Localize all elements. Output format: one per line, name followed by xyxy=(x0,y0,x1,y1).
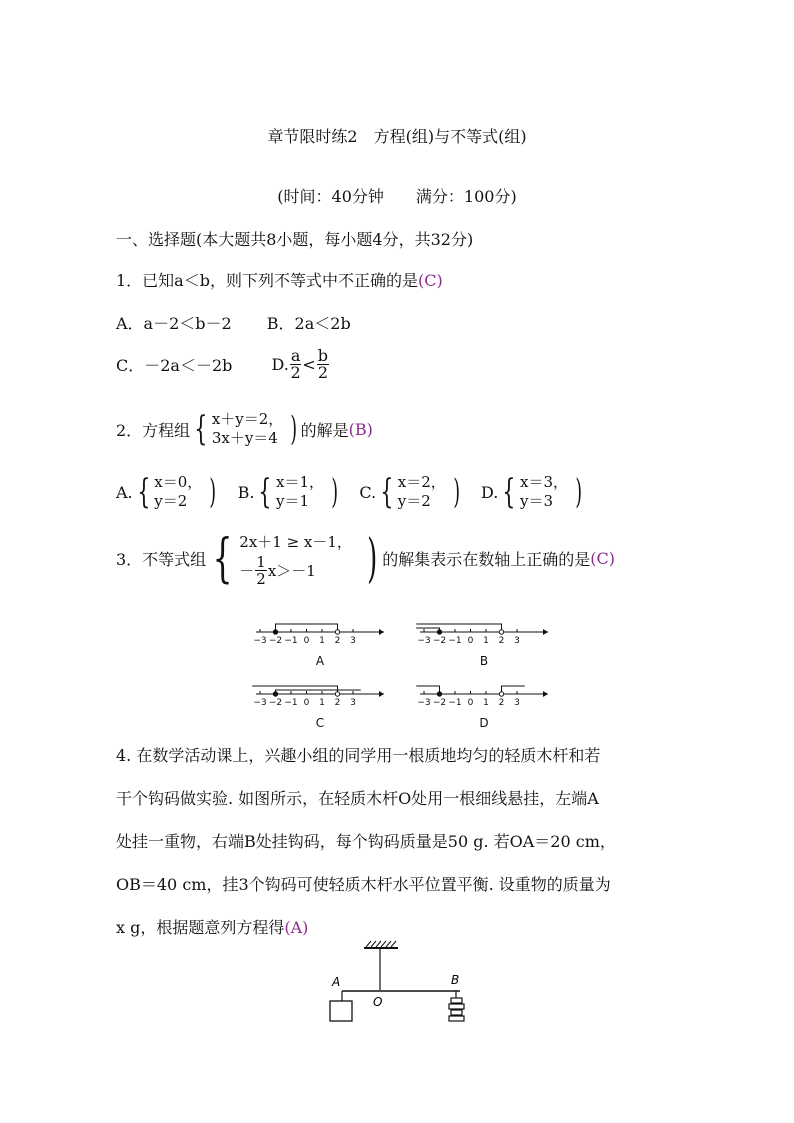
tick-label: −3 xyxy=(253,636,267,646)
tick-label: 3 xyxy=(350,698,356,708)
tick-label: 2 xyxy=(334,698,341,708)
question-2-answer: (B) xyxy=(348,419,373,439)
axis-arrow xyxy=(379,691,384,697)
question-4-line-5: x g，根据题意列方程得 xyxy=(116,918,285,937)
question-3-suffix: 的解集表示在数轴上正确的是 xyxy=(382,550,591,569)
solution-bracket xyxy=(416,628,439,632)
tick-label: 2 xyxy=(498,698,505,708)
tick-label: 0 xyxy=(303,698,310,708)
right-paren: ) xyxy=(367,528,378,589)
axis-arrow xyxy=(379,629,384,635)
axis-arrow xyxy=(543,691,548,697)
option-label: A xyxy=(315,654,325,668)
label-b: B xyxy=(451,973,460,987)
question-4-line-3: 处挂一重物，右端B处挂钩码，每个钩码质量是50 g. 若OA＝20 cm， xyxy=(116,832,616,851)
closed-dot xyxy=(273,692,277,696)
q1-option-c: C．－2a＜－2b xyxy=(116,356,233,375)
q2-option-d: D. { x＝3， y＝3 ) xyxy=(481,472,582,512)
heavy-object xyxy=(330,1001,352,1021)
question-2-options xyxy=(116,473,603,511)
tick-label: 0 xyxy=(467,698,474,708)
question-1-answer: (C) xyxy=(417,271,443,290)
section-heading: 一、选择题(本大题共8小题，每小题4分，共32分) xyxy=(116,230,474,249)
question-4-line-4: OB＝40 cm，挂3个钩码可使轻质木杆水平位置平衡. 设重物的质量为 xyxy=(116,875,611,894)
open-dot xyxy=(335,692,339,696)
tick-label: 1 xyxy=(319,636,325,646)
closed-dot xyxy=(437,692,441,696)
closed-dot xyxy=(273,630,277,634)
tick-label: −3 xyxy=(417,636,431,646)
page-title: 章节限时练2 方程(组)与不等式(组) xyxy=(267,127,527,146)
tick-label: 1 xyxy=(319,698,325,708)
tick-label: 0 xyxy=(467,636,474,646)
q2-option-c: C. { x＝2， y＝2 ) xyxy=(359,472,460,512)
q1-option-d-lt: < xyxy=(302,355,316,374)
question-3-system: 2x＋1 ≥ x－1， － $\frac{1}{2}$ x＞－1 xyxy=(239,533,352,588)
question-1-stem: 1．已知a＜b，则下列不等式中不正确的是 xyxy=(116,271,418,290)
question-3-prefix: 3．不等式组 xyxy=(116,550,207,569)
question-1-options-row1 xyxy=(116,311,351,334)
question-1-options-row2 xyxy=(116,348,330,381)
q1-option-b: B．2a＜2b xyxy=(266,314,351,333)
tick-label: −3 xyxy=(417,698,431,708)
solution-bracket xyxy=(276,690,361,694)
question-4-answer: (A) xyxy=(284,918,309,937)
tick-label: 1 xyxy=(483,698,489,708)
question-2-prefix: 2．方程组 xyxy=(116,420,191,440)
tick-label: 3 xyxy=(514,636,520,646)
q2-option-a: A. { x＝0， y＝2 ) xyxy=(116,472,217,512)
question-4-line-1: 4. 在数学活动课上，兴趣小组的同学用一根质地均匀的轻质木杆和若 xyxy=(116,746,601,765)
left-brace: { xyxy=(212,528,233,589)
exam-info: (时间：40分钟 满分：100分) xyxy=(277,187,517,206)
tick-label: −2 xyxy=(268,698,283,708)
tick-label: 2 xyxy=(334,636,341,646)
open-dot xyxy=(335,630,339,634)
tick-label: −3 xyxy=(253,698,267,708)
solution-bracket xyxy=(502,686,525,694)
question-3 xyxy=(116,530,615,587)
option-label: B xyxy=(479,654,489,668)
question-2 xyxy=(116,410,373,448)
lever-figure xyxy=(320,938,480,1028)
question-2-suffix: 的解是 xyxy=(300,420,349,440)
solution-bracket xyxy=(416,686,439,694)
tick-label: 3 xyxy=(350,636,356,646)
tick-label: −1 xyxy=(448,636,462,646)
tick-label: −2 xyxy=(432,636,447,646)
question-3-answer: (C) xyxy=(590,549,615,568)
tick-label: −1 xyxy=(448,698,462,708)
q1-option-d-frac-a: $\frac{a}{2}$ xyxy=(290,346,301,382)
tick-label: −1 xyxy=(284,636,298,646)
q1-option-a: A．a－2＜b－2 xyxy=(116,314,232,333)
option-label: D xyxy=(479,716,489,730)
open-dot xyxy=(499,692,503,696)
axis-arrow xyxy=(543,629,548,635)
tick-label: 1 xyxy=(483,636,489,646)
number-line-options xyxy=(240,610,560,740)
question-4-line-2: 干个钩码做实验. 如图所示，在轻质木杆O处用一根细线悬挂，左端A xyxy=(116,789,599,808)
question-2-system: x＋y＝2， 3x＋y＝4 xyxy=(211,410,284,447)
tick-label: −1 xyxy=(284,698,298,708)
hook-weights xyxy=(449,998,464,1021)
q1-option-d-label: D. xyxy=(271,355,289,374)
tick-label: 2 xyxy=(498,636,505,646)
q2-option-b: B. { x＝1， y＝1 ) xyxy=(237,472,339,512)
q1-option-d-frac-b: $\frac{b}{2}$ xyxy=(317,346,329,382)
label-o: O xyxy=(373,995,383,1009)
question-1 xyxy=(116,268,443,291)
open-dot xyxy=(499,630,503,634)
label-a: A xyxy=(332,975,341,989)
question-4 xyxy=(116,734,616,949)
tick-label: −2 xyxy=(432,698,447,708)
option-label: C xyxy=(315,716,325,730)
ceiling-hatch xyxy=(364,941,398,948)
right-paren: ) xyxy=(290,409,298,449)
tick-label: 3 xyxy=(514,698,520,708)
tick-label: −2 xyxy=(268,636,283,646)
left-brace: { xyxy=(194,409,208,449)
tick-label: 0 xyxy=(303,636,310,646)
